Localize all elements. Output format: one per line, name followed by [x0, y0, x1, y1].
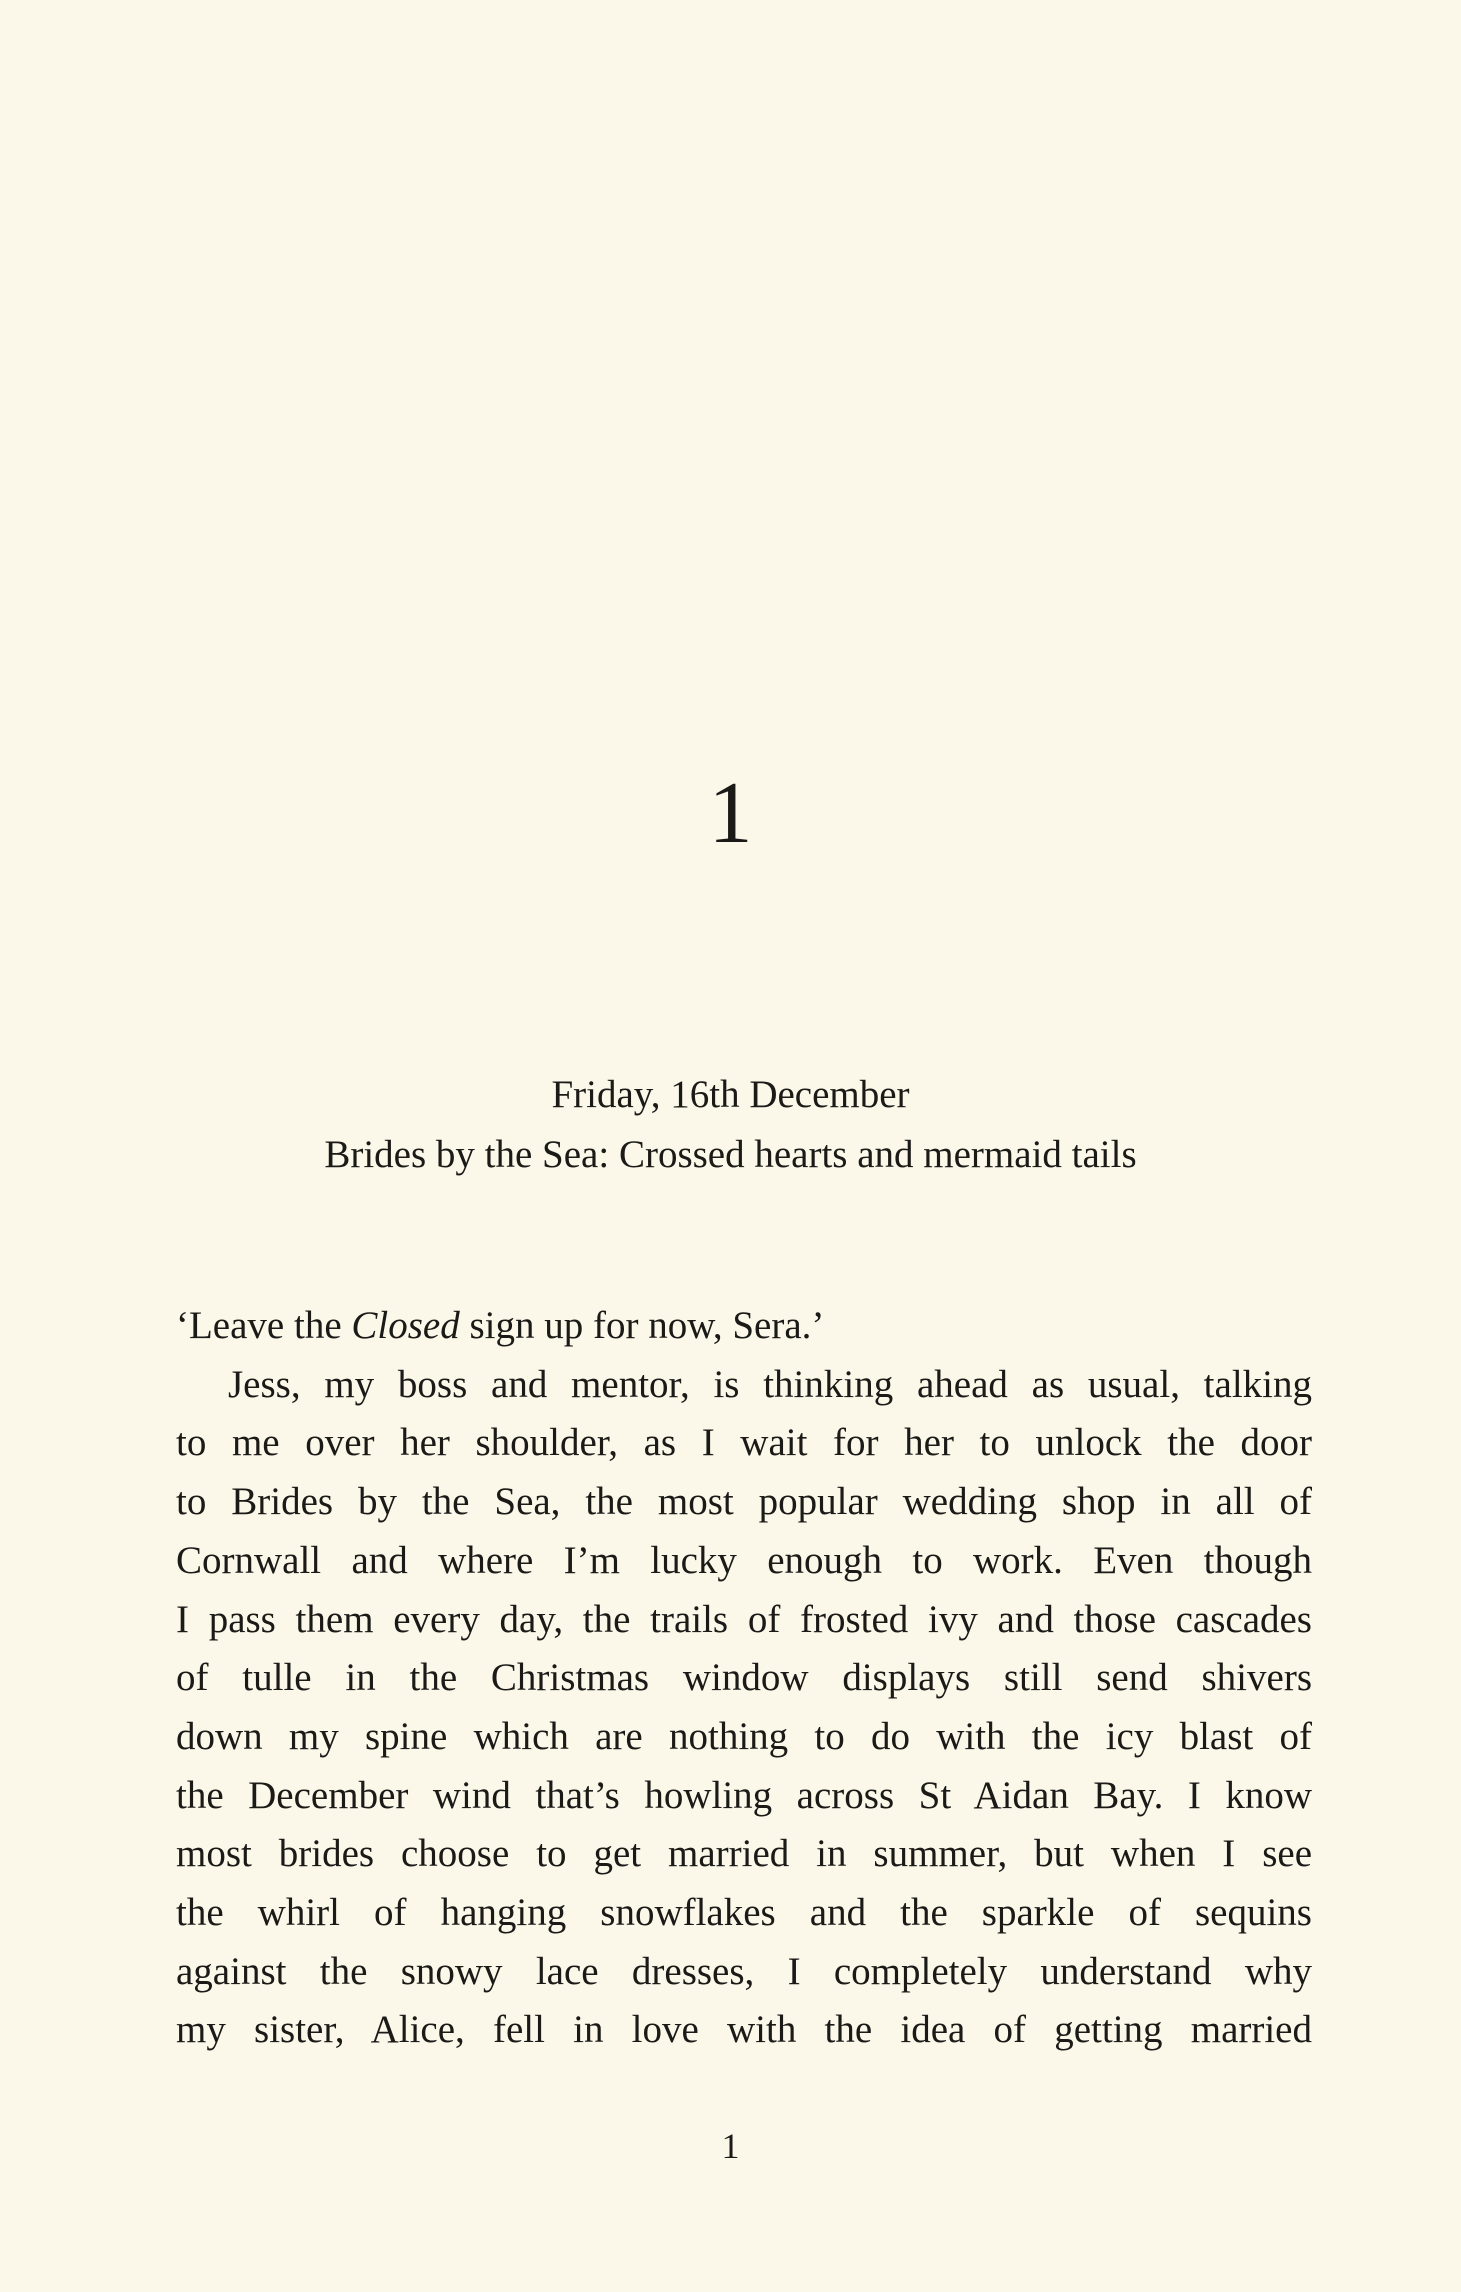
paragraph-2: [176, 1356, 1312, 2060]
paragraph-2-line: against the snowy lace dresses, I completely understand why: [176, 1949, 1312, 1993]
chapter-number: 1: [708, 765, 753, 862]
paragraph-2-line: of tulle in the Christmas window displays still send shivers: [176, 1656, 1312, 1700]
chapter-heading: [0, 1065, 1461, 1185]
page-number: 1: [721, 2126, 740, 2166]
paragraph-2-line: most brides choose to get married in summer, but when I see: [176, 1832, 1312, 1876]
paragraph-2-line: the whirl of hanging snowflakes and the sparkle of sequins: [176, 1891, 1312, 1935]
paragraph-2-line: down my spine which are nothing to do with the icy blast of: [176, 1714, 1312, 1758]
paragraph-1: [176, 1297, 1312, 1356]
paragraph-2-line: I pass them every day, the trails of frosted ivy and those cascades: [176, 1597, 1312, 1641]
paragraph-1-italic-word: Closed: [351, 1304, 460, 1347]
paragraph-2-line: the December wind that’s howling across St Aidan Bay. I know: [176, 1773, 1312, 1817]
paragraph-1-text-after: sign up for now, Sera.’: [459, 1304, 825, 1347]
paragraph-2-line: my sister, Alice, fell in love with the idea of getting married: [176, 2008, 1312, 2052]
paragraph-1-line: [176, 1297, 1312, 1356]
paragraph-2-line: Cornwall and where I’m lucky enough to work. Even though: [176, 1538, 1312, 1582]
paragraph-2-line: to Brides by the Sea, the most popular wedding shop in all of: [176, 1480, 1312, 1524]
chapter-date: Friday, 16th December: [551, 1073, 910, 1116]
paragraph-2-line: Jess, my boss and mentor, is thinking ahead as usual, talking: [228, 1362, 1312, 1406]
paragraph-1-text-before: ‘Leave the: [176, 1304, 352, 1347]
chapter-subtitle: Brides by the Sea: Crossed hearts and mermaid tails: [324, 1133, 1137, 1176]
chapter-body: [176, 1297, 1312, 2060]
paragraph-2-line: to me over her shoulder, as I wait for her to unlock the door: [176, 1421, 1312, 1465]
